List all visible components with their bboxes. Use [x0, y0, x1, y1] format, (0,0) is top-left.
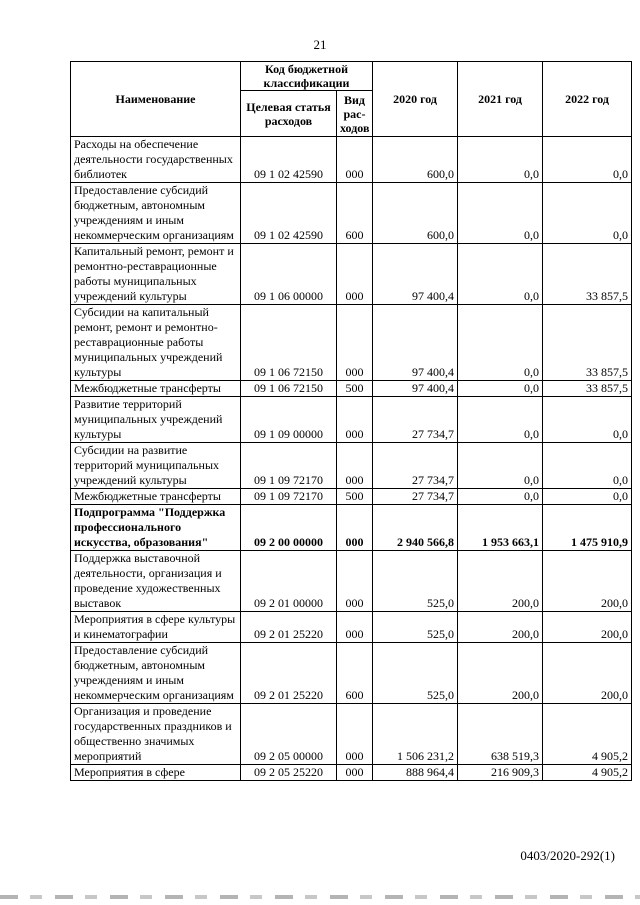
cell-expense-kind: 000: [337, 765, 373, 781]
cell-target-article: 09 1 09 72170: [241, 443, 337, 489]
header-expense-kind: Вид рас-ходов: [337, 91, 373, 137]
cell-target-article: 09 2 05 25220: [241, 765, 337, 781]
cell-2022: 1 475 910,9: [543, 505, 632, 551]
cell-2021: 0,0: [458, 137, 543, 183]
cell-target-article: 09 1 02 42590: [241, 137, 337, 183]
cell-2020: 600,0: [373, 183, 458, 244]
cell-name: Расходы на обеспечение деятельности государственных библиотек: [71, 137, 241, 183]
cell-2020: 888 964,4: [373, 765, 458, 781]
cell-2021: 1 953 663,1: [458, 505, 543, 551]
cell-expense-kind: 000: [337, 244, 373, 305]
table-header-row: [71, 62, 632, 91]
cell-target-article: 09 1 06 72150: [241, 305, 337, 381]
cell-2022: 4 905,2: [543, 765, 632, 781]
cell-expense-kind: 500: [337, 381, 373, 397]
header-year-2021: 2021 год: [458, 62, 543, 137]
cell-2022: 33 857,5: [543, 305, 632, 381]
document-code: 0403/2020-292(1): [520, 848, 615, 863]
cell-2020: 27 734,7: [373, 489, 458, 505]
table-body: [71, 137, 632, 781]
cell-2021: 638 519,3: [458, 704, 543, 765]
cell-name: Субсидии на развитие территорий муниципальных учреждений культуры: [71, 443, 241, 489]
cell-target-article: 09 1 06 00000: [241, 244, 337, 305]
cell-name: Подпрограмма "Поддержка профессионального искусства, образования": [71, 505, 241, 551]
cell-2022: 200,0: [543, 612, 632, 643]
cell-name: Субсидии на капитальный ремонт, ремонт и ремонтно-реставрационные работы муниципальных учреждений культуры: [71, 305, 241, 381]
cell-expense-kind: 000: [337, 137, 373, 183]
cell-2021: 0,0: [458, 244, 543, 305]
cell-2022: 33 857,5: [543, 244, 632, 305]
table-row: [71, 505, 632, 551]
cell-2020: 2 940 566,8: [373, 505, 458, 551]
cell-2022: 33 857,5: [543, 381, 632, 397]
cell-2020: 600,0: [373, 137, 458, 183]
cell-name: Предоставление субсидий бюджетным, автономным учреждениям и иным некоммерческим организациям: [71, 643, 241, 704]
cell-target-article: 09 2 05 00000: [241, 704, 337, 765]
cell-2022: 200,0: [543, 551, 632, 612]
cell-2021: 200,0: [458, 551, 543, 612]
cell-expense-kind: 000: [337, 505, 373, 551]
header-year-2020: 2020 год: [373, 62, 458, 137]
cell-name: Межбюджетные трансферты: [71, 381, 241, 397]
cell-expense-kind: 000: [337, 612, 373, 643]
header-budget-code: Код бюджетной классификации: [241, 62, 373, 91]
cell-2022: 200,0: [543, 643, 632, 704]
cell-2020: 97 400,4: [373, 381, 458, 397]
cell-2020: 1 506 231,2: [373, 704, 458, 765]
cell-2022: 0,0: [543, 137, 632, 183]
scan-edge-artifact: [0, 895, 640, 899]
cell-2020: 525,0: [373, 551, 458, 612]
cell-expense-kind: 000: [337, 397, 373, 443]
table-row: [71, 643, 632, 704]
cell-target-article: 09 1 09 72170: [241, 489, 337, 505]
cell-target-article: 09 2 00 00000: [241, 505, 337, 551]
cell-2021: 0,0: [458, 489, 543, 505]
cell-target-article: 09 1 02 42590: [241, 183, 337, 244]
table-row: [71, 551, 632, 612]
cell-2022: 0,0: [543, 397, 632, 443]
table-row: [71, 704, 632, 765]
cell-expense-kind: 600: [337, 643, 373, 704]
cell-expense-kind: 500: [337, 489, 373, 505]
header-target-article: Целевая статья расходов: [241, 91, 337, 137]
cell-name: Мероприятия в сфере: [71, 765, 241, 781]
cell-expense-kind: 600: [337, 183, 373, 244]
budget-table: [70, 61, 632, 781]
cell-2020: 27 734,7: [373, 443, 458, 489]
cell-target-article: 09 1 09 00000: [241, 397, 337, 443]
cell-name: Развитие территорий муниципальных учреждений культуры: [71, 397, 241, 443]
table-row: [71, 381, 632, 397]
cell-target-article: 09 2 01 25220: [241, 643, 337, 704]
cell-name: Организация и проведение государственных праздников и общественно значимых мероприятий: [71, 704, 241, 765]
page-number: 21: [313, 37, 327, 52]
table-row: [71, 443, 632, 489]
table-row: [71, 305, 632, 381]
cell-2021: 200,0: [458, 643, 543, 704]
cell-2022: 0,0: [543, 443, 632, 489]
cell-2021: 216 909,3: [458, 765, 543, 781]
header-name: Наименование: [71, 62, 241, 137]
cell-expense-kind: 000: [337, 551, 373, 612]
cell-name: Мероприятия в сфере культуры и кинематографии: [71, 612, 241, 643]
table-row: [71, 612, 632, 643]
cell-target-article: 09 1 06 72150: [241, 381, 337, 397]
cell-name: Поддержка выставочной деятельности, организация и проведение художественных выставок: [71, 551, 241, 612]
table-row: [71, 397, 632, 443]
cell-2020: 525,0: [373, 643, 458, 704]
cell-target-article: 09 2 01 00000: [241, 551, 337, 612]
cell-name: Предоставление субсидий бюджетным, автономным учреждениям и иным некоммерческим организациям: [71, 183, 241, 244]
cell-2021: 0,0: [458, 397, 543, 443]
cell-2020: 97 400,4: [373, 305, 458, 381]
header-year-2022: 2022 год: [543, 62, 632, 137]
table-row: [71, 244, 632, 305]
cell-2020: 97 400,4: [373, 244, 458, 305]
cell-2020: 525,0: [373, 612, 458, 643]
cell-2022: 0,0: [543, 489, 632, 505]
cell-expense-kind: 000: [337, 443, 373, 489]
cell-2021: 200,0: [458, 612, 543, 643]
table-row: [71, 137, 632, 183]
cell-2021: 0,0: [458, 381, 543, 397]
table-row: [71, 489, 632, 505]
cell-target-article: 09 2 01 25220: [241, 612, 337, 643]
cell-2021: 0,0: [458, 443, 543, 489]
table-row: [71, 765, 632, 781]
cell-name: Капитальный ремонт, ремонт и ремонтно-реставрационные работы муниципальных учреждений культуры: [71, 244, 241, 305]
cell-2021: 0,0: [458, 183, 543, 244]
cell-2022: 4 905,2: [543, 704, 632, 765]
cell-2022: 0,0: [543, 183, 632, 244]
cell-2021: 0,0: [458, 305, 543, 381]
cell-expense-kind: 000: [337, 305, 373, 381]
table-row: [71, 183, 632, 244]
cell-name: Межбюджетные трансферты: [71, 489, 241, 505]
cell-expense-kind: 000: [337, 704, 373, 765]
cell-2020: 27 734,7: [373, 397, 458, 443]
